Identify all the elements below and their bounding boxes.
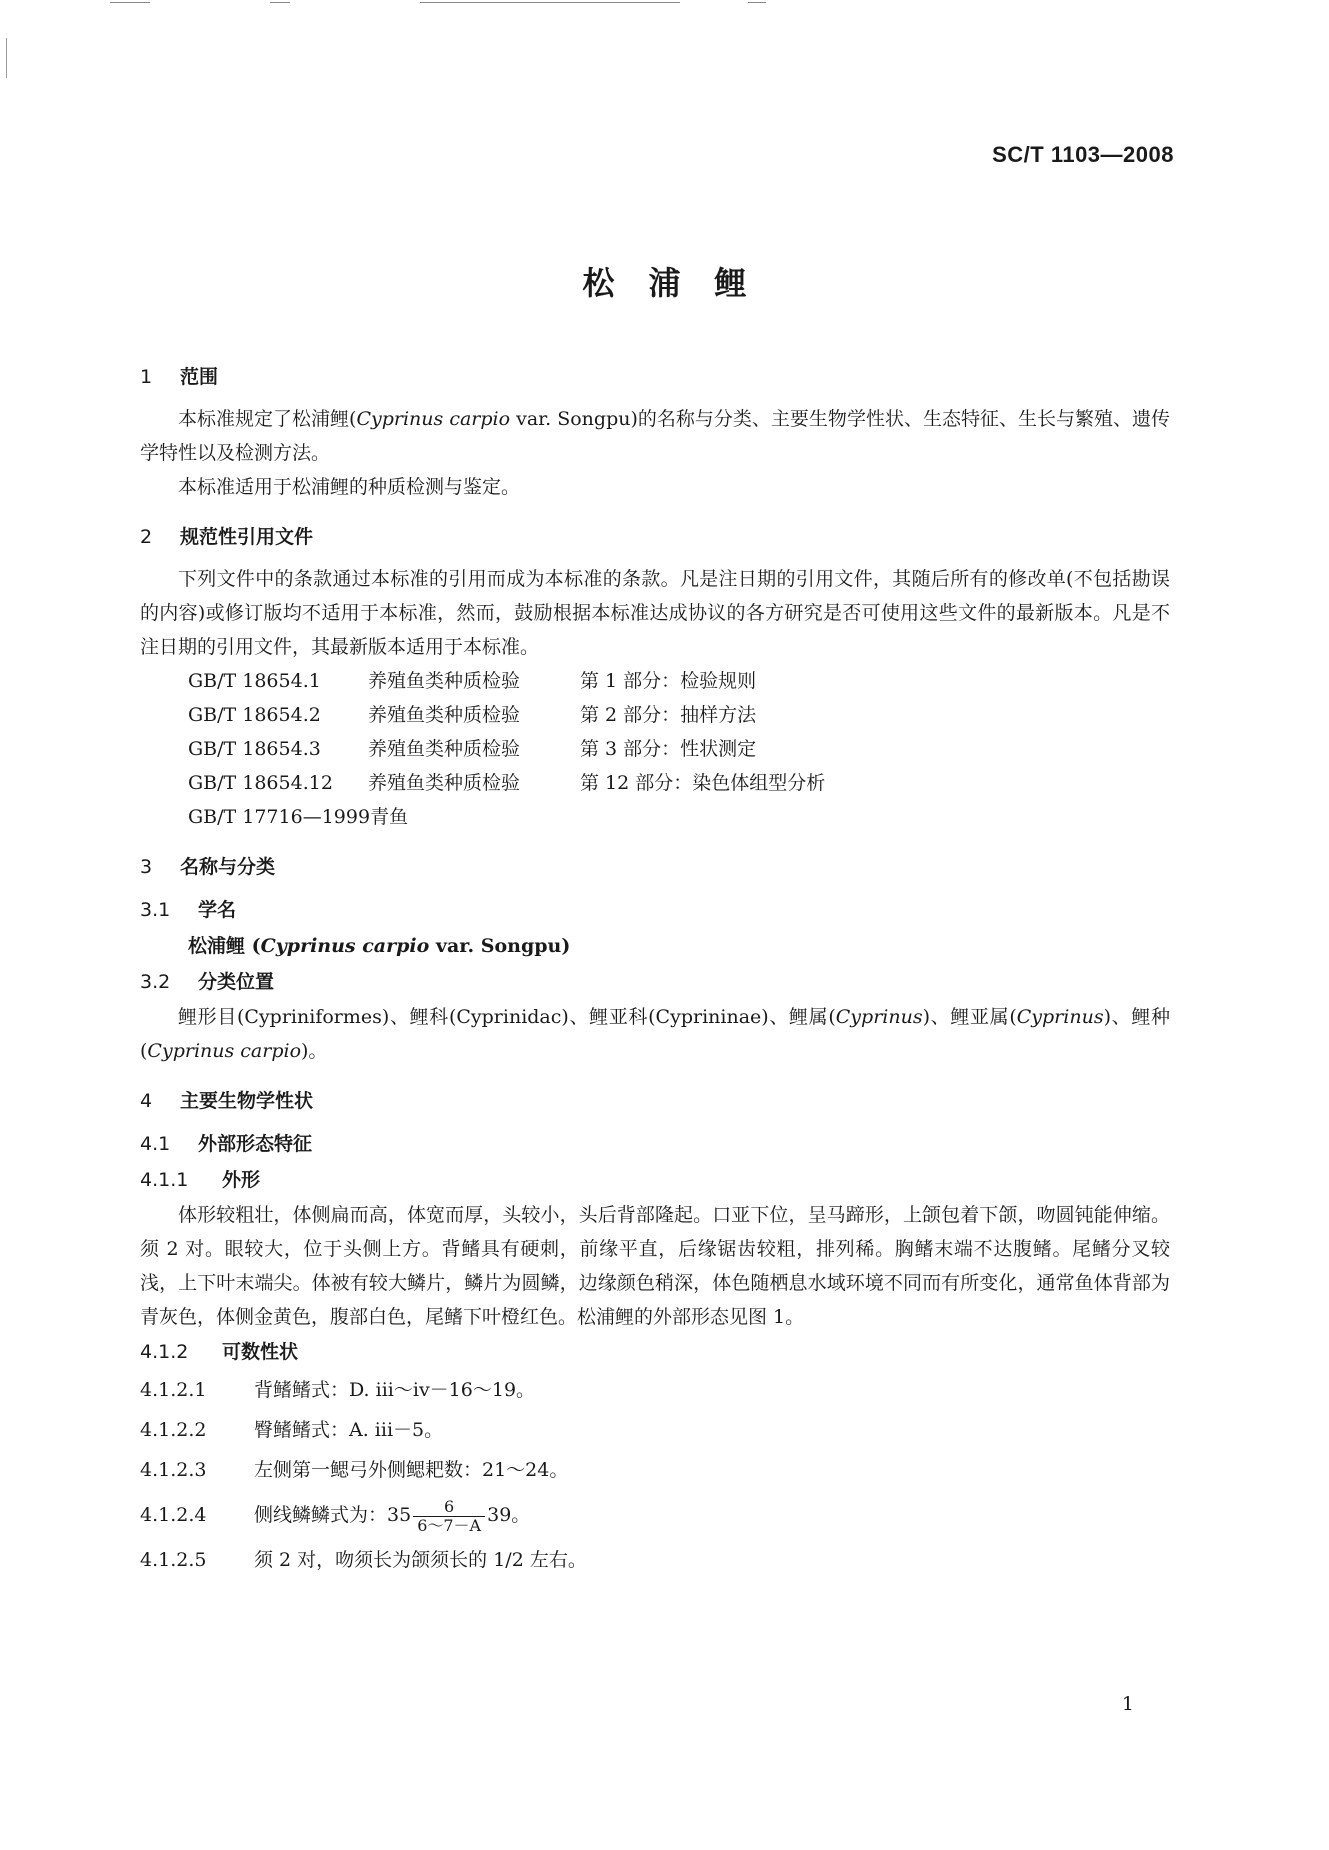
scan-artifact-line bbox=[748, 2, 766, 3]
scan-edge-mark bbox=[6, 38, 7, 78]
subsection-heading-shape: 4.1.1 外形 bbox=[140, 1169, 261, 1191]
reference-item: GB/T 18654.2 养殖鱼类种质检验 第 2 部分：抽样方法 bbox=[188, 704, 757, 726]
section-heading-normative-references bbox=[140, 518, 1170, 556]
section-title: 名称与分类 bbox=[180, 856, 276, 878]
scope-paragraph-2: 本标准适用于松浦鲤的种质检测与鉴定。 bbox=[178, 476, 521, 498]
reference-item: GB/T 17716—1999青鱼 bbox=[188, 806, 409, 828]
references-intro-paragraph: 下列文件中的条款通过本标准的引用而成为本标准的条款。凡是注日期的引用文件，其随后所有的修改单(不包括勘误的内容)或修订版均不适用于本标准，然而，鼓励根据本标准达成协议的各方研究是否可使用这些文件的最新版本。凡是不注日期的引用文件，其最新版本适用于本标准。 bbox=[140, 568, 1170, 658]
scan-artifact-line bbox=[270, 2, 290, 3]
reference-item: GB/T 18654.12 养殖鱼类种质检验 第 12 部分：染色体组型分析 bbox=[188, 772, 826, 794]
section-number: 2 bbox=[140, 526, 153, 548]
countable-trait-item: 4.1.2.2 臀鳍鳍式：A. iii－5。 bbox=[140, 1419, 444, 1441]
section-heading-biological-characters bbox=[140, 1082, 1170, 1120]
scientific-name-line: 松浦鲤 (Cyprinus carpio var. Songpu) bbox=[188, 935, 571, 957]
reference-item: GB/T 18654.1 养殖鱼类种质检验 第 1 部分：检验规则 bbox=[188, 670, 757, 692]
section-heading-name-classification bbox=[140, 848, 1170, 886]
section-title: 主要生物学性状 bbox=[180, 1090, 314, 1112]
subsection-heading-countable-traits: 4.1.2 可数性状 bbox=[140, 1341, 299, 1363]
subsection-heading-external-morphology: 4.1 外部形态特征 bbox=[140, 1133, 313, 1155]
classification-paragraph: 鲤形目(Cypriniformes)、鲤科(Cyprinidac)、鲤亚科(Cyprininae)、鲤属(Cyprinus)、鲤亚属(Cyprinus)、鲤种(Cyprinus carpio)。 bbox=[140, 1006, 1170, 1062]
scan-artifact-line bbox=[420, 2, 680, 3]
page-number: 1 bbox=[1121, 1693, 1134, 1715]
countable-trait-item: 4.1.2.3 左侧第一鳃弓外侧鳃耙数：21～24。 bbox=[140, 1459, 569, 1481]
section-title: 范围 bbox=[180, 366, 219, 388]
scientific-name: Cyprinus carpio bbox=[356, 408, 511, 430]
countable-trait-item: 4.1.2.1 背鳍鳍式：D. iii～iv－16～19。 bbox=[140, 1379, 536, 1401]
section-number: 3 bbox=[140, 856, 153, 878]
scope-paragraph-1: 本标准规定了松浦鲤(Cyprinus carpio var. Songpu)的名称与分类、主要生物学性状、生态特征、生长与繁殖、遗传学特性以及检测方法。 bbox=[140, 408, 1170, 464]
standard-code: SC/T 1103—2008 bbox=[992, 142, 1174, 167]
document-body bbox=[140, 358, 1170, 1580]
section-number: 1 bbox=[140, 366, 153, 388]
subsection-heading-classification: 3.2 分类位置 bbox=[140, 971, 275, 993]
scale-formula-fraction: $\frac{6}{6\sim 7-A}$ bbox=[413, 1498, 485, 1535]
countable-trait-item-lateral-line: 4.1.2.4 侧线鳞鳞式为：35 $\frac{6}{6\sim 7-A}$ 39。 bbox=[140, 1496, 531, 1535]
reference-item: GB/T 18654.3 养殖鱼类种质检验 第 3 部分：性状测定 bbox=[188, 738, 757, 760]
shape-paragraph: 体形较粗壮，体侧扁而高，体宽而厚，头较小，头后背部隆起。口亚下位，呈马蹄形，上颌包着下颌，吻圆钝能伸缩。须 2 对。眼较大，位于头侧上方。背鳍具有硬刺，前缘平直，后缘锯齿较粗，排列稀。胸鳍末端不达腹鳍。尾鳍分叉较浅，上下叶末端尖。体被有较大鳞片，鳞片为圆鳞，边缘颜色稍深，体色随栖息水域环境不同而有所变化，通常鱼体背部为青灰色，体侧金黄色，腹部白色，尾鳍下叶橙红色。松浦鲤的外部形态见图 1。 bbox=[140, 1204, 1170, 1328]
section-number: 4 bbox=[140, 1090, 153, 1112]
section-title: 规范性引用文件 bbox=[180, 526, 314, 548]
countable-trait-item: 4.1.2.5 须 2 对，吻须长为颌须长的 1/2 左右。 bbox=[140, 1549, 587, 1571]
subsection-heading-scientific-name: 3.1 学名 bbox=[140, 899, 237, 921]
scan-artifact-line bbox=[110, 2, 150, 3]
section-heading-scope bbox=[140, 358, 1170, 396]
document-title: 松浦鲤 bbox=[582, 264, 781, 302]
